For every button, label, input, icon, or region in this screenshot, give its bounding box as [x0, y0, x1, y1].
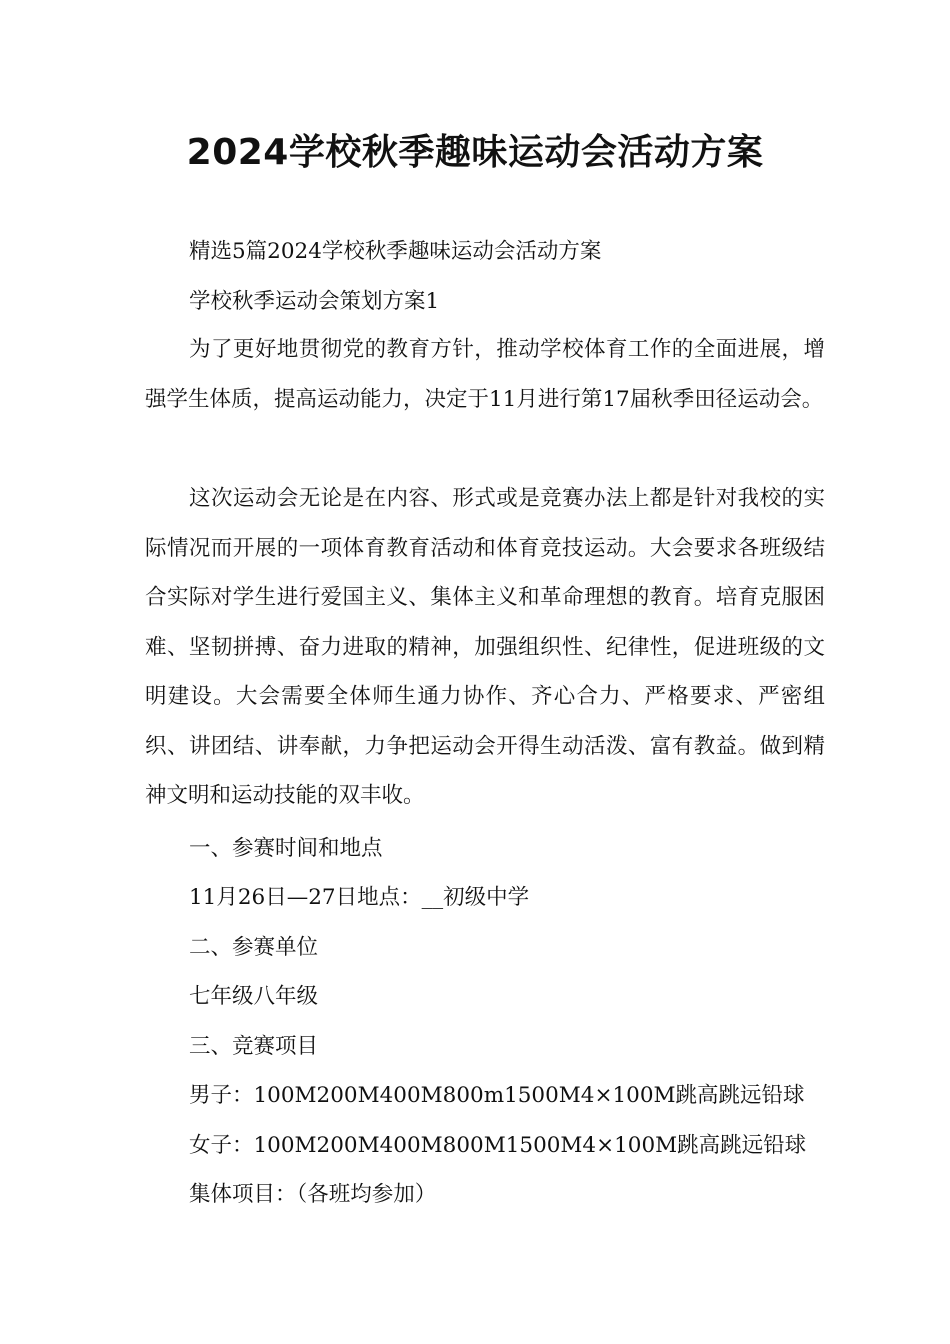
paragraph-1: 为了更好地贯彻党的教育方针，推动学校体育工作的全面进展，增强学生体质，提高运动能力，决定于11月进行第17届秋季田径运动会。	[145, 337, 825, 412]
events-team: 集体项目：（各班均参加）	[189, 1182, 437, 1207]
paragraph-2: 这次运动会无论是在内容、形式或是竞赛办法上都是针对我校的实际情况而开展的一项体育教育活动和体育竞技运动。大会要求各班级结合实际对学生进行爱国主义、集体主义和革命理想的教育。培育克服困难、坚韧拼搏、奋力进取的精神，加强组织性、纪律性，促进班级的文明建设。大会需要全体师生通力协作、齐心合力、严格要求、严密组织、讲团结、讲奉献，力争把运动会开得生动活泼、富有教益。做到精神文明和运动技能的双丰收。	[145, 486, 825, 808]
participants-detail: 七年级八年级	[189, 984, 319, 1009]
heading-time-location: 一、参赛时间和地点	[189, 836, 383, 861]
time-location-detail: 11月26日—27日地点：__初级中学	[189, 885, 530, 910]
events-men: 男子：100M200M400M800m1500M4×100M跳高跳远铅球	[189, 1083, 805, 1108]
document-title: 2024学校秋季趣味运动会活动方案	[186, 132, 764, 173]
heading-participants: 二、参赛单位	[189, 935, 319, 960]
section-subtitle: 学校秋季运动会策划方案1	[189, 289, 440, 314]
heading-events: 三、竞赛项目	[189, 1034, 319, 1059]
events-women: 女子：100M200M400M800M1500M4×100M跳高跳远铅球	[189, 1133, 807, 1158]
intro-line: 精选5篇2024学校秋季趣味运动会活动方案	[189, 239, 602, 264]
